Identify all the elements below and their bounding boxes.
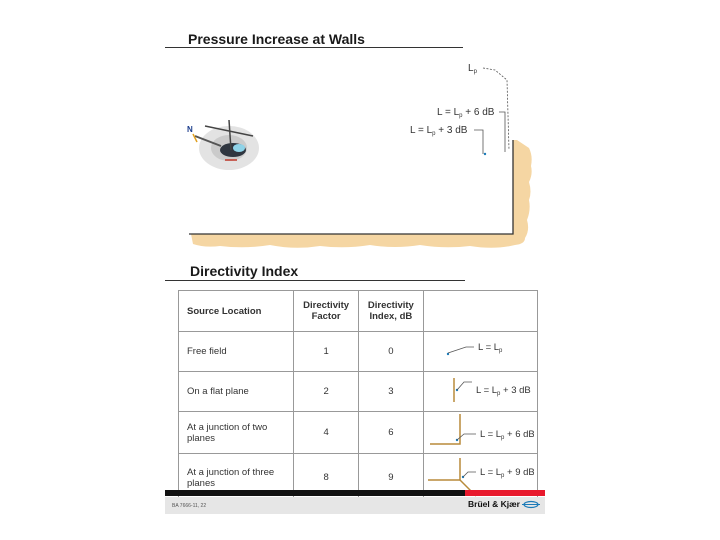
row-location: On a flat plane [179,372,294,412]
row-location: Free field [179,332,294,372]
row-factor: 8 [294,454,359,502]
table-row [179,332,538,372]
brand-name: Brüel & Kjær [468,499,520,509]
two-planes-illustration [424,412,534,450]
corner-leader [499,112,505,152]
row-formula: $L = L_p$ [477,342,503,354]
wall-corner-diagram [165,48,545,258]
row-formula: $L = L_p + 9$ dB [479,467,534,479]
directivity-table [178,290,538,502]
row-illustration [423,412,537,454]
row-factor: 4 [294,412,359,454]
row-index: 9 [358,454,423,502]
row-illustration [423,372,537,412]
flat-plane-illustration [424,372,534,408]
free-field-label: $L_p$ [468,63,477,75]
table-title-underline [165,280,465,281]
free-field-illustration [424,332,534,368]
row-location: At a junction of two planes [179,412,294,454]
brand-logo [468,499,540,509]
row-index: 6 [358,412,423,454]
row-index: 3 [358,372,423,412]
table-row [179,372,538,412]
row-formula: $L = L_p + 3$ dB [475,385,531,397]
footer-black-bar [165,490,465,496]
header-directivity-factor: Directivity Factor [294,291,359,332]
header-directivity-index: Directivity Index, dB [358,291,423,332]
brand-emblem-icon [522,500,540,509]
wall-leader [474,130,483,154]
table-header-row [179,291,538,332]
row-factor: 2 [294,372,359,412]
footer-red-bar [465,490,545,496]
row-factor: 1 [294,332,359,372]
row-formula: $L = L_p + 6$ dB [479,429,534,441]
footer-code: BA 7666-11, 22 [172,503,207,509]
wall-point [484,153,486,155]
row-index: 0 [358,332,423,372]
corner-label: $L = L_p + 6$ dB [437,107,495,119]
table-row [179,412,538,454]
row-illustration [423,332,537,372]
helicopter-icon [187,120,259,170]
header-illustration [423,291,537,332]
header-source-location: Source Location [179,291,294,332]
diagram-title: Pressure Increase at Walls [188,31,365,47]
wall-label: $L = L_p + 3$ dB [410,125,468,137]
row-location: At a junction of three planes [179,454,294,502]
svg-text:N: N [187,125,193,134]
table-title: Directivity Index [190,263,299,279]
